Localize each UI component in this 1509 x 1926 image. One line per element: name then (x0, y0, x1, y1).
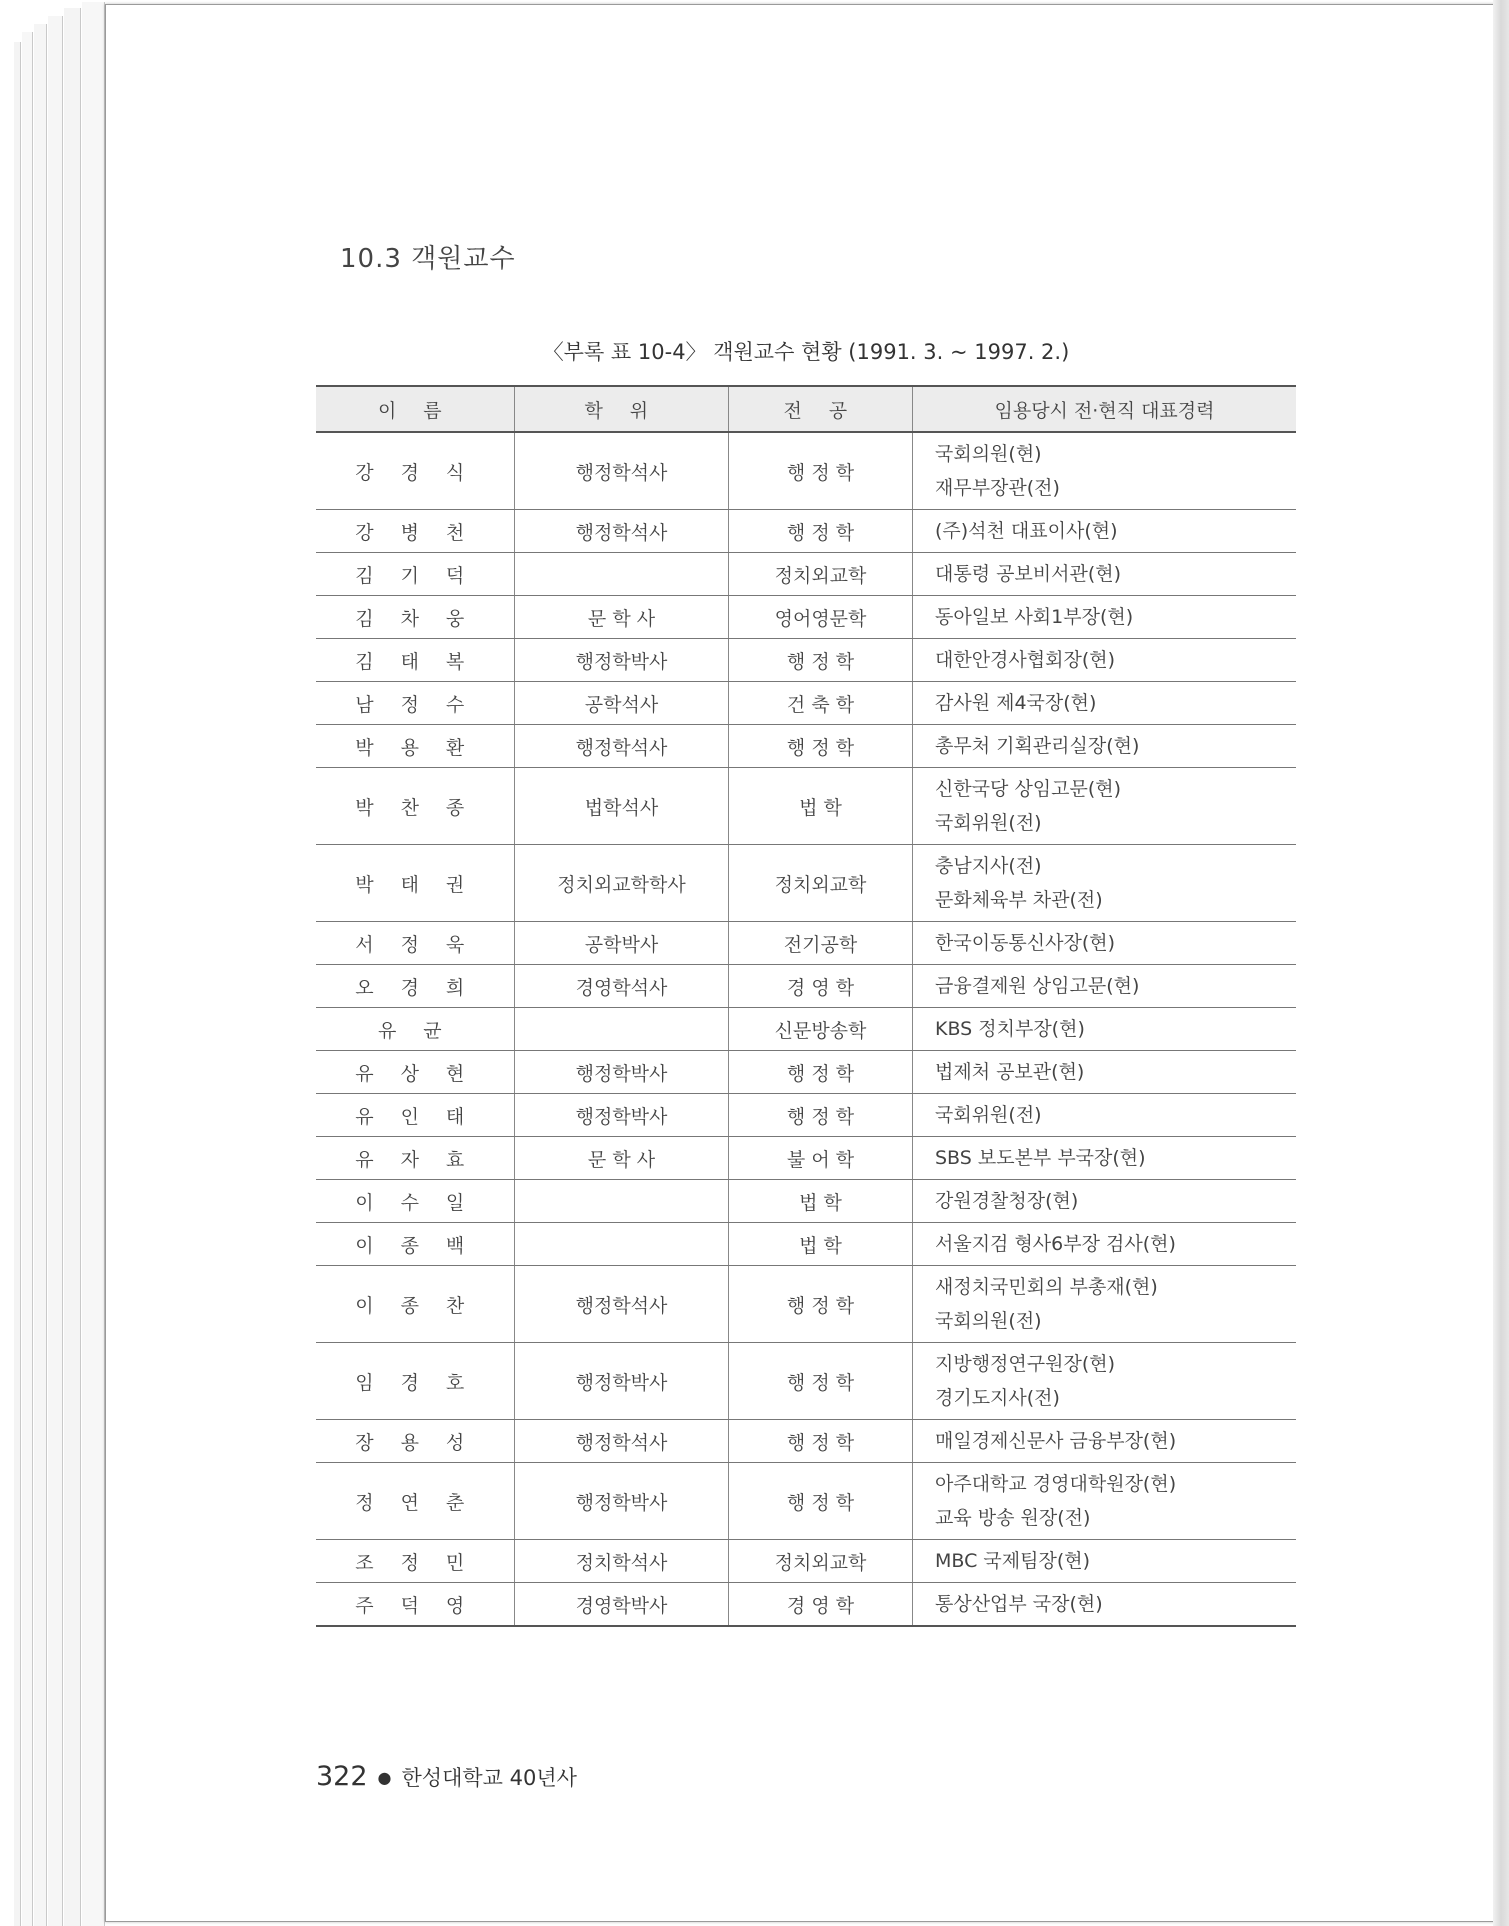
cell-major: 행 정 학 (729, 432, 913, 510)
table-header-row (316, 386, 1296, 432)
cell-career (913, 1223, 1297, 1266)
cell-degree (515, 553, 729, 596)
cell-degree (515, 1180, 729, 1223)
cell-degree: 정치학석사 (515, 1540, 729, 1583)
career-line: 총무처 기획관리실장(현) (935, 735, 1140, 757)
career-line: 재무부장관(전) (935, 477, 1060, 499)
career-line: 한국이동통신사장(현) (935, 932, 1116, 954)
cell-degree (515, 1223, 729, 1266)
table-row (316, 510, 1296, 553)
table-row (316, 1180, 1296, 1223)
cell-degree: 행정학박사 (515, 1094, 729, 1137)
cell-major: 행 정 학 (729, 725, 913, 768)
table-row (316, 725, 1296, 768)
cell-major: 행 정 학 (729, 1051, 913, 1094)
career-line: 아주대학교 경영대학원장(현) (935, 1473, 1177, 1495)
career-line: 신한국당 상임고문(현) (935, 778, 1122, 800)
cell-major: 행 정 학 (729, 1420, 913, 1463)
cell-name: 유 상 현 (316, 1051, 515, 1094)
cell-name: 주 덕 영 (316, 1583, 515, 1627)
career-line: 국회의원(전) (935, 1310, 1042, 1332)
book-title: 한성대학교 40년사 (401, 1766, 577, 1790)
cell-name: 조 정 민 (316, 1540, 515, 1583)
career-line: 법제처 공보관(현) (935, 1061, 1085, 1083)
career-line: MBC 국제팀장(현) (935, 1550, 1090, 1572)
cell-degree: 법학석사 (515, 768, 729, 845)
cell-name: 유 균 (316, 1008, 515, 1051)
cell-degree (515, 1008, 729, 1051)
cell-name: 박 찬 종 (316, 768, 515, 845)
table-row (316, 1137, 1296, 1180)
table-row (316, 1008, 1296, 1051)
cell-name: 유 인 태 (316, 1094, 515, 1137)
cell-degree: 행정학박사 (515, 1463, 729, 1540)
cell-name: 장 용 성 (316, 1420, 515, 1463)
cell-major: 법 학 (729, 768, 913, 845)
cell-name: 김 차 웅 (316, 596, 515, 639)
table-caption: 〈부록 표 10-4〉 객원교수 현황 (1991. 3. ~ 1997. 2.) (542, 340, 1070, 364)
cell-name: 서 정 욱 (316, 922, 515, 965)
cell-degree: 공학석사 (515, 682, 729, 725)
cell-career (913, 1343, 1297, 1420)
cell-degree: 행정학박사 (515, 639, 729, 682)
career-line: 지방행정연구원장(현) (935, 1353, 1116, 1375)
cell-career (913, 768, 1297, 845)
cell-name: 김 기 덕 (316, 553, 515, 596)
cell-career (913, 922, 1297, 965)
cell-career (913, 1463, 1297, 1540)
cell-major: 정치외교학 (729, 553, 913, 596)
cell-name: 박 용 환 (316, 725, 515, 768)
cell-name: 이 종 백 (316, 1223, 515, 1266)
header-name: 이 름 (316, 386, 515, 432)
cell-career (913, 1137, 1297, 1180)
table-row (316, 639, 1296, 682)
cell-degree: 문 학 사 (515, 596, 729, 639)
table-row (316, 845, 1296, 922)
cell-name: 유 자 효 (316, 1137, 515, 1180)
cell-degree: 문 학 사 (515, 1137, 729, 1180)
cell-career (913, 432, 1297, 510)
cell-career (913, 639, 1297, 682)
career-line: 문화체육부 차관(전) (935, 889, 1103, 911)
cell-degree: 행정학박사 (515, 1051, 729, 1094)
cell-career (913, 553, 1297, 596)
cell-name: 정 연 춘 (316, 1463, 515, 1540)
cell-career (913, 965, 1297, 1008)
career-line: 경기도지사(전) (935, 1387, 1060, 1409)
cell-major: 행 정 학 (729, 1266, 913, 1343)
cell-major: 정치외교학 (729, 845, 913, 922)
cell-name: 박 태 권 (316, 845, 515, 922)
cell-name: 강 경 식 (316, 432, 515, 510)
header-career: 임용당시 전·현직 대표경력 (913, 386, 1297, 432)
page-number: 322 (316, 1761, 368, 1792)
header-major: 전 공 (729, 386, 913, 432)
career-line: (주)석천 대표이사(현) (935, 520, 1118, 542)
table-row (316, 965, 1296, 1008)
bullet-icon: ● (377, 1768, 392, 1787)
section-title: 10.3 객원교수 (340, 244, 516, 274)
table-row (316, 432, 1296, 510)
cell-major: 행 정 학 (729, 639, 913, 682)
career-line: 국회의원(현) (935, 443, 1042, 465)
cell-major: 법 학 (729, 1223, 913, 1266)
cell-major: 행 정 학 (729, 510, 913, 553)
cell-major: 경 영 학 (729, 1583, 913, 1627)
table-row (316, 1583, 1296, 1627)
cell-career (913, 1420, 1297, 1463)
cell-name: 이 수 일 (316, 1180, 515, 1223)
career-line: 강원경찰청장(현) (935, 1190, 1079, 1212)
cell-major: 법 학 (729, 1180, 913, 1223)
table-row (316, 1463, 1296, 1540)
cell-career (913, 682, 1297, 725)
career-line: 대통령 공보비서관(현) (935, 563, 1122, 585)
cell-career (913, 510, 1297, 553)
career-line: 국회위원(전) (935, 1104, 1042, 1126)
career-line: 충남지사(전) (935, 855, 1042, 877)
career-line: 국회위원(전) (935, 812, 1042, 834)
page-right-shadow (1493, 0, 1509, 1926)
table-row (316, 1420, 1296, 1463)
table-body (316, 432, 1296, 1626)
career-line: 금융결제원 상임고문(현) (935, 975, 1140, 997)
cell-degree: 정치외교학학사 (515, 845, 729, 922)
cell-degree: 행정학석사 (515, 1266, 729, 1343)
cell-degree: 공학박사 (515, 922, 729, 965)
book-page-edges (0, 0, 108, 1926)
visiting-professors-table (316, 385, 1296, 1627)
cell-major: 영어영문학 (729, 596, 913, 639)
career-line: 감사원 제4국장(현) (935, 692, 1097, 714)
cell-career (913, 596, 1297, 639)
cell-major: 전기공학 (729, 922, 913, 965)
cell-degree: 행정학박사 (515, 1343, 729, 1420)
cell-major: 행 정 학 (729, 1094, 913, 1137)
cell-name: 남 정 수 (316, 682, 515, 725)
table-row (316, 768, 1296, 845)
career-line: SBS 보도본부 부국장(현) (935, 1147, 1146, 1169)
cell-name: 강 병 천 (316, 510, 515, 553)
table-row (316, 682, 1296, 725)
cell-name: 임 경 호 (316, 1343, 515, 1420)
cell-degree: 행정학석사 (515, 1420, 729, 1463)
cell-name: 이 종 찬 (316, 1266, 515, 1343)
cell-career (913, 1583, 1297, 1627)
career-line: 통상산업부 국장(현) (935, 1593, 1103, 1615)
career-line: 매일경제신문사 금융부장(현) (935, 1430, 1177, 1452)
cell-degree: 행정학석사 (515, 725, 729, 768)
cell-career (913, 725, 1297, 768)
table-row (316, 1051, 1296, 1094)
cell-career (913, 1008, 1297, 1051)
cell-name: 오 경 희 (316, 965, 515, 1008)
cell-major: 불 어 학 (729, 1137, 913, 1180)
table-row (316, 1540, 1296, 1583)
cell-degree: 행정학석사 (515, 510, 729, 553)
table-row (316, 596, 1296, 639)
cell-major: 행 정 학 (729, 1463, 913, 1540)
cell-major: 경 영 학 (729, 965, 913, 1008)
cell-career (913, 1094, 1297, 1137)
cell-career (913, 1266, 1297, 1343)
page-footer (316, 1761, 577, 1792)
table-row (316, 922, 1296, 965)
cell-career (913, 1180, 1297, 1223)
cell-degree: 행정학석사 (515, 432, 729, 510)
cell-career (913, 1540, 1297, 1583)
table-row (316, 1343, 1296, 1420)
table-row (316, 553, 1296, 596)
career-line: 새정치국민회의 부총재(현) (935, 1276, 1158, 1298)
career-line: 서울지검 형사6부장 검사(현) (935, 1233, 1176, 1255)
cell-career (913, 845, 1297, 922)
career-line: 대한안경사협회장(현) (935, 649, 1116, 671)
career-line: 동아일보 사회1부장(현) (935, 606, 1134, 628)
career-line: 교육 방송 원장(전) (935, 1507, 1091, 1529)
cell-degree: 경영학석사 (515, 965, 729, 1008)
cell-degree: 경영학박사 (515, 1583, 729, 1627)
cell-major: 정치외교학 (729, 1540, 913, 1583)
cell-major: 건 축 학 (729, 682, 913, 725)
career-line: KBS 정치부장(현) (935, 1018, 1085, 1040)
cell-major: 행 정 학 (729, 1343, 913, 1420)
table-row (316, 1223, 1296, 1266)
cell-career (913, 1051, 1297, 1094)
table-row (316, 1094, 1296, 1137)
header-degree: 학 위 (515, 386, 729, 432)
cell-name: 김 태 복 (316, 639, 515, 682)
cell-major: 신문방송학 (729, 1008, 913, 1051)
table-row (316, 1266, 1296, 1343)
